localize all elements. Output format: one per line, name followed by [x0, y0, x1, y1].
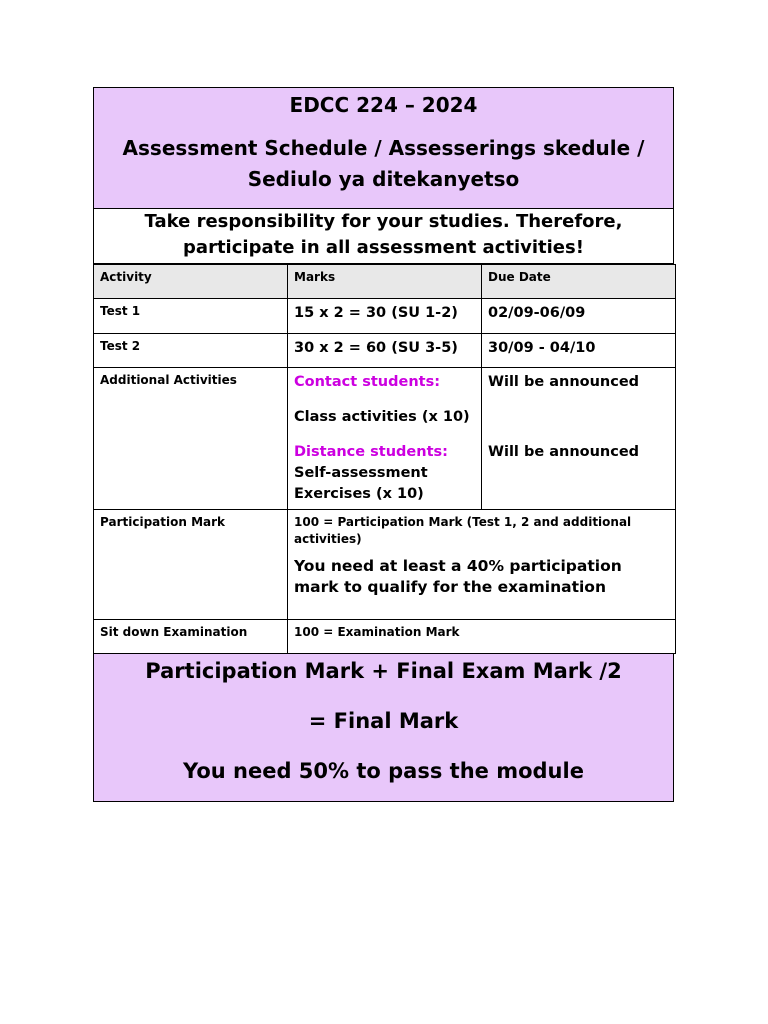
footer-final-mark: = Final Mark [308, 709, 459, 733]
table-row [94, 510, 676, 620]
participation-marks [288, 510, 676, 620]
exam-activity: Sit down Examination [94, 620, 288, 654]
participation-formula: 100 = Participation Mark (Test 1, 2 and additional activities) [294, 515, 632, 546]
test1-due: 02/09-06/09 [482, 299, 676, 334]
table-row [94, 368, 676, 510]
motto: Take responsibility for your studies. Therefore, participate in all assessment activities! [93, 209, 674, 264]
footer-formula: Participation Mark + Final Exam Mark /2 [145, 659, 622, 683]
module-code: EDCC 224 – 2024 [289, 93, 478, 117]
additional-activity: Additional Activities [94, 368, 288, 510]
table-row [94, 334, 676, 368]
table-row [94, 299, 676, 334]
contact-students-label: Contact students: [294, 374, 440, 390]
distance-activity: Self-assessment Exercises (x 10) [294, 465, 428, 502]
table-header-row [94, 265, 676, 299]
test2-due: 30/09 - 04/10 [482, 334, 676, 368]
exam-marks: 100 = Examination Mark [288, 620, 676, 654]
participation-note: You need at least a 40% participation mark to qualify for the examination [294, 557, 622, 596]
footer-pass-requirement: You need 50% to pass the module [183, 759, 584, 783]
footer-box [93, 654, 674, 802]
table-row [94, 620, 676, 654]
column-header-due-date: Due Date [482, 265, 676, 299]
header-box [93, 87, 674, 209]
column-header-marks: Marks [288, 265, 482, 299]
schedule-title: Assessment Schedule / Assesserings skedule / Sediulo ya ditekanyetso [122, 136, 645, 191]
test1-marks: 15 x 2 = 30 (SU 1-2) [288, 299, 482, 334]
distance-students-label: Distance students: [294, 444, 448, 460]
contact-activity: Class activities (x 10) [294, 409, 470, 425]
column-header-activity: Activity [94, 265, 288, 299]
assessment-table [93, 264, 676, 654]
test1-activity: Test 1 [94, 299, 288, 334]
additional-marks [288, 368, 482, 510]
contact-due: Will be announced [488, 374, 640, 390]
assessment-sheet [93, 87, 674, 802]
distance-due: Will be announced [488, 444, 640, 460]
participation-activity: Participation Mark [94, 510, 288, 620]
test2-marks: 30 x 2 = 60 (SU 3-5) [288, 334, 482, 368]
test2-activity: Test 2 [94, 334, 288, 368]
additional-due [482, 368, 676, 510]
